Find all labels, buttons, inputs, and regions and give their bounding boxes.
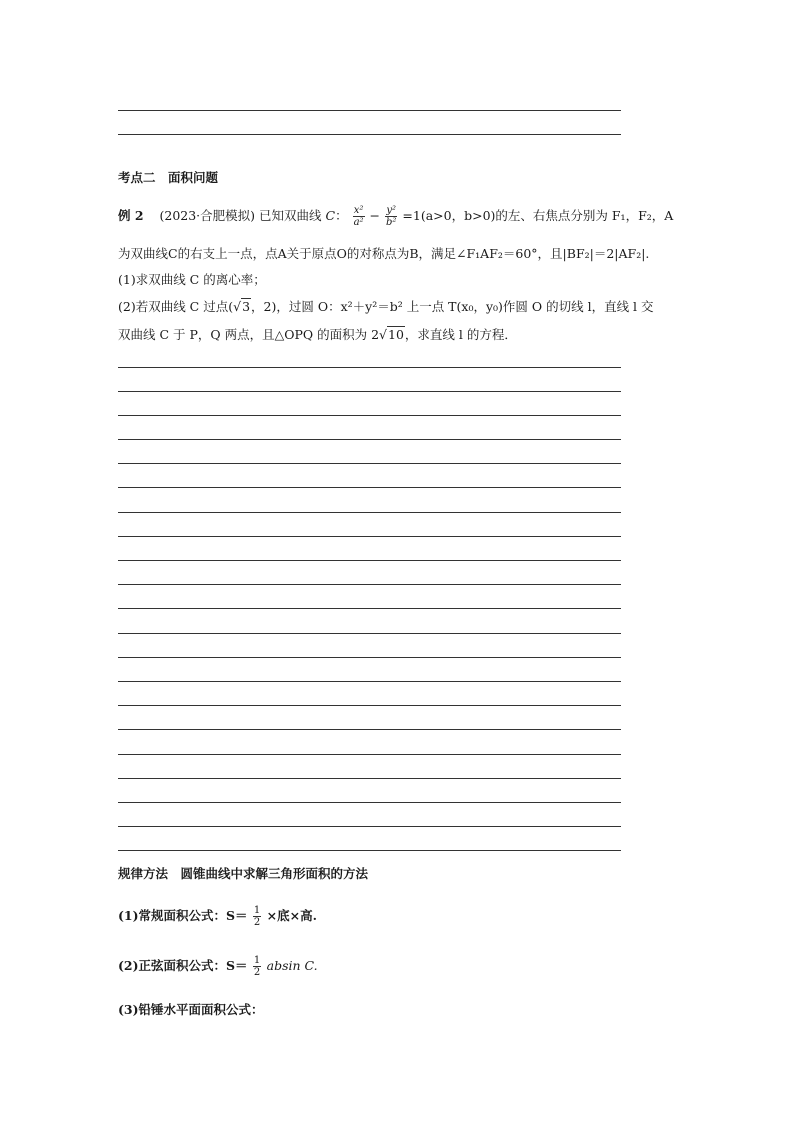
example-text: 已知双曲线 [259, 208, 322, 223]
answer-line [118, 826, 621, 827]
answer-line [118, 681, 621, 682]
answer-line [118, 705, 621, 706]
question-2: (2)若双曲线 C 过点(√3，2)，过圆 O：x²＋y²＝b² 上一点 T(x₀，y₀)作圆 O 的切线 l，直线 l 交 [118, 299, 654, 314]
answer-line [118, 633, 621, 634]
minus-sign: − [369, 208, 381, 223]
fraction: $\frac{1}{2}$ [253, 905, 261, 928]
answer-line [118, 110, 621, 111]
answer-line [118, 850, 621, 851]
method-item-3: (3)铅锤水平面面积公式： [118, 1002, 264, 1017]
answer-line [118, 439, 621, 440]
answer-line [118, 560, 621, 561]
fraction: $\frac{1}{2}$ [253, 955, 261, 978]
answer-line [118, 536, 621, 537]
answer-line [118, 729, 621, 730]
example-text: =1(a>0，b>0)的左、右焦点分别为 F₁，F₂，A [402, 208, 674, 223]
answer-line [118, 608, 621, 609]
fraction: $\frac{\text{y²}}{\text{b²}}$ [386, 205, 397, 228]
example-line-1: 例 2 (2023·合肥模拟) 已知双曲线 C： $\frac{\text{x²}}{\text{a²}}$ − $\frac{\text{y²}}{\text{b²}}$ =1(a>0，b>0)的左、右焦点分别为 F₁，F₂，A [118, 205, 674, 228]
answer-line [118, 367, 621, 368]
question-2-cont: 双曲线 C 于 P，Q 两点，且△OPQ 的面积为 2√10，求直线 l 的方程． [118, 327, 517, 342]
answer-line [118, 134, 621, 135]
answer-line [118, 391, 621, 392]
example-label: 例 2 [118, 208, 144, 223]
answer-line [118, 657, 621, 658]
answer-line [118, 415, 621, 416]
question-1: (1)求双曲线 C 的离心率； [118, 272, 266, 287]
method-item-2: (2)正弦面积公式：S＝ $\frac{1}{2}$ absin C. [118, 955, 318, 978]
curve-name: C [325, 208, 336, 223]
answer-line [118, 512, 621, 513]
method-item-1: (1)常规面积公式：S＝ $\frac{1}{2}$ ×底×高. [118, 905, 317, 928]
answer-line [118, 463, 621, 464]
example-line-2: 为双曲线C的右支上一点，点A关于原点O的对称点为B，满足∠F₁AF₂＝60°，且|BF₂|＝2|AF₂|. [118, 246, 650, 261]
answer-line [118, 778, 621, 779]
answer-line [118, 754, 621, 755]
section-title: 考点二 面积问题 [118, 170, 219, 185]
method-title: 规律方法 圆锥曲线中求解三角形面积的方法 [118, 866, 369, 881]
fraction: $\frac{\text{x²}}{\text{a²}}$ [353, 205, 364, 228]
answer-line [118, 584, 621, 585]
sqrt: 3 [242, 299, 251, 314]
answer-line [118, 487, 621, 488]
answer-line [118, 802, 621, 803]
example-source: (2023·合肥模拟) [159, 208, 256, 223]
sqrt: 10 [388, 327, 404, 342]
